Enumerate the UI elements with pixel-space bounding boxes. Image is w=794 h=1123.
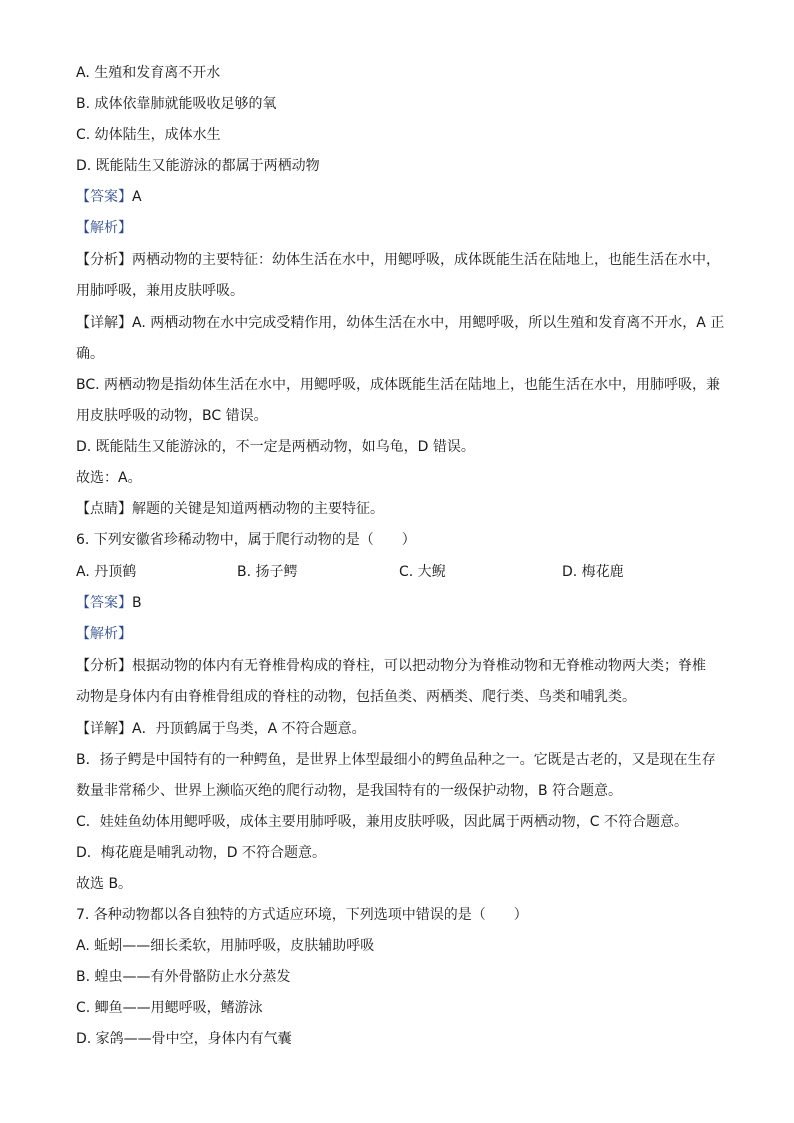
answer-tag: 【答案】 xyxy=(76,595,132,611)
q6-xiangjie-line3: 数量非常稀少、世界上濒临灭绝的爬行动物，是我国特有的一级保护动物，B 符合题意。 xyxy=(76,783,623,799)
q5-xiangjie-line3: BC. 两栖动物是指幼体生活在水中，用鳃呼吸，成体既能生活在陆地上，也能生活在水中，用肺呼吸，兼 xyxy=(76,377,721,393)
q7-stem: 7. 各种动物都以各自独特的方式适应环境，下列选项中错误的是（ ） xyxy=(76,907,528,923)
q5-conclusion: 故选：A。 xyxy=(76,470,142,486)
q6-conclusion: 故选 B。 xyxy=(76,876,133,892)
answer-value: A xyxy=(132,189,142,205)
q7-option-a: A. 蚯蚓——细长柔软，用肺呼吸，皮肤辅助呼吸 xyxy=(76,938,375,954)
q5-option-a: A. 生殖和发育离不开水 xyxy=(76,65,221,81)
q6-option-b: B. 扬子鳄 xyxy=(237,564,298,580)
q5-fenxi-line1 xyxy=(76,250,726,270)
xiangjie-tag: 【详解】 xyxy=(76,721,132,737)
xiangjie-text: A. 两栖动物在水中完成受精作用，幼体生活在水中，用鳃呼吸，所以生殖和发育离不开水，A 正 xyxy=(132,315,725,331)
q7-option-d: D. 家鸽——骨中空，身体内有气囊 xyxy=(76,1031,292,1047)
q5-xiangjie-line5: D. 既能陆生又能游泳的，不一定是两栖动物，如乌龟，D 错误。 xyxy=(76,439,475,455)
q5-option-c: C. 幼体陆生，成体水生 xyxy=(76,127,221,143)
fenxi-tag: 【分析】 xyxy=(76,252,132,268)
q7-option-c: C. 鲫鱼——用鳃呼吸，鳍游泳 xyxy=(76,1000,263,1016)
q5-xiangjie-line1 xyxy=(76,313,726,333)
answer-value: B xyxy=(132,595,142,611)
q6-option-a: A. 丹顶鹤 xyxy=(76,564,137,580)
q6-xiangjie-line1 xyxy=(76,719,726,739)
q5-option-b: B. 成体依靠肺就能吸收足够的氧 xyxy=(76,96,277,112)
q6-stem: 6. 下列安徽省珍稀动物中，属于爬行动物的是（ ） xyxy=(76,532,416,548)
q5-xiangjie-line2: 确。 xyxy=(76,346,104,362)
fenxi-text: 两栖动物的主要特征：幼体生活在水中，用鳃呼吸，成体既能生活在陆地上，也能生活在水中， xyxy=(132,252,720,268)
q6-option-d: D. 梅花鹿 xyxy=(562,564,624,580)
q7-option-b: B. 蝗虫——有外骨骼防止水分蒸发 xyxy=(76,969,291,985)
q5-answer xyxy=(76,187,726,207)
q6-xiangjie-line5: D．梅花鹿是哺乳动物，D 不符合题意。 xyxy=(76,845,327,861)
q6-analysis-tag: 【解析】 xyxy=(76,626,132,642)
q6-fenxi-line1 xyxy=(76,656,726,676)
q5-xiangjie-line4: 用皮肤呼吸的动物，BC 错误。 xyxy=(76,408,268,424)
fenxi-text: 根据动物的体内有无脊椎骨构成的脊柱，可以把动物分为脊椎动物和无脊椎动物两大类；脊椎 xyxy=(132,658,706,674)
q6-xiangjie-line4: C．娃娃鱼幼体用鳃呼吸，成体主要用肺呼吸，兼用皮肤呼吸，因此属于两栖动物，C 不符合题意。 xyxy=(76,814,688,830)
q5-dianjing xyxy=(76,499,726,519)
dianjing-tag: 【点睛】 xyxy=(76,501,132,517)
q6-answer xyxy=(76,593,726,613)
xiangjie-tag: 【详解】 xyxy=(76,315,132,331)
q5-fenxi-line2: 用肺呼吸，兼用皮肤呼吸。 xyxy=(76,283,244,299)
q6-fenxi-line2: 动物是身体内有由脊椎骨组成的脊柱的动物，包括鱼类、两栖类、爬行类、鸟类和哺乳类。 xyxy=(76,689,636,705)
answer-tag: 【答案】 xyxy=(76,189,132,205)
q6-options xyxy=(76,562,726,582)
q5-analysis-tag: 【解析】 xyxy=(76,220,132,236)
q6-xiangjie-line2: B．扬子鳄是中国特有的一种鳄鱼，是世界上体型最细小的鳄鱼品种之一。它既是古老的，又是现在生存 xyxy=(76,752,716,768)
xiangjie-text: A．丹顶鹤属于鸟类，A 不符合题意。 xyxy=(132,721,366,737)
dianjing-text: 解题的关键是知道两栖动物的主要特征。 xyxy=(132,501,384,517)
q6-option-c: C. 大鲵 xyxy=(399,564,446,580)
q5-option-d: D. 既能陆生又能游泳的都属于两栖动物 xyxy=(76,158,320,174)
fenxi-tag: 【分析】 xyxy=(76,658,132,674)
